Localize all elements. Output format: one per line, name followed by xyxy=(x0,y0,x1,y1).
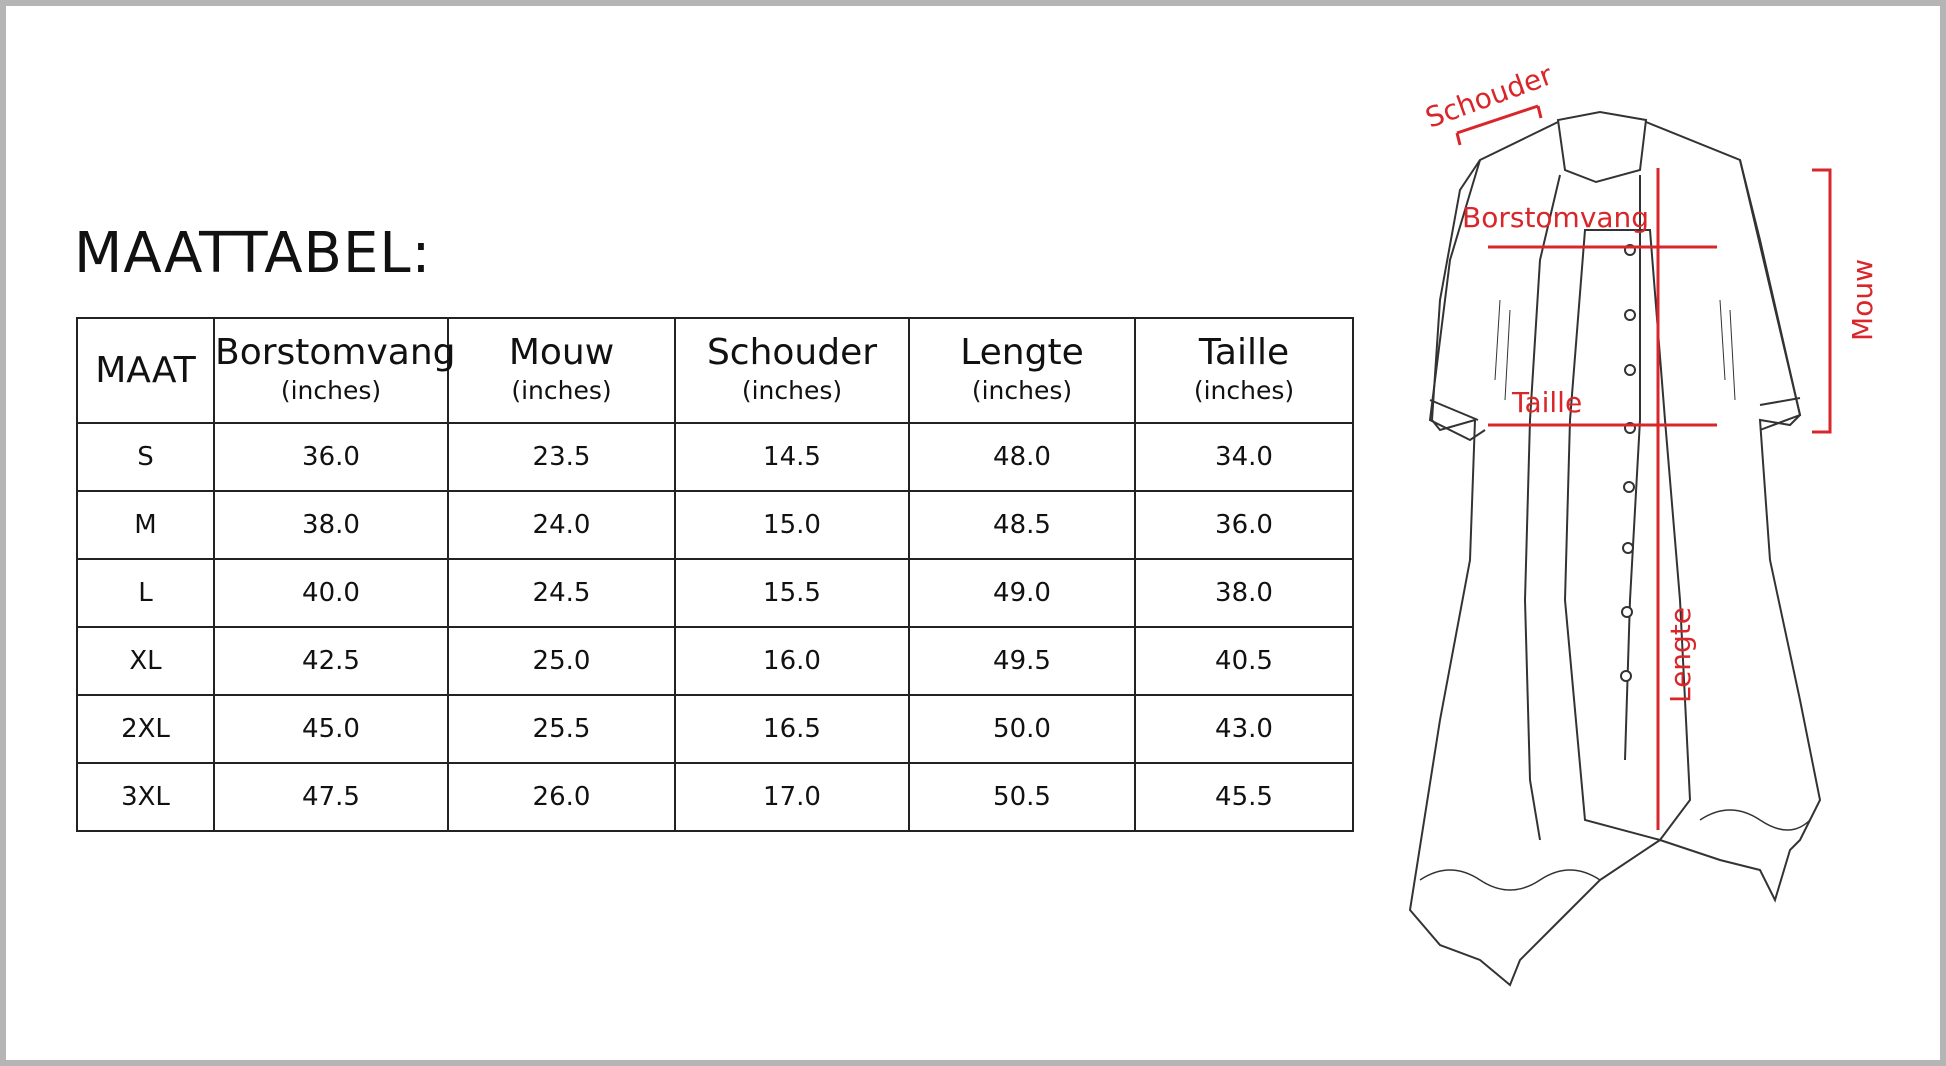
table-cell: 50.0 xyxy=(909,695,1135,763)
table-cell: 48.5 xyxy=(909,491,1135,559)
header-chest xyxy=(214,318,456,423)
table-cell: 26.0 xyxy=(448,763,675,831)
button-icon xyxy=(1623,543,1633,553)
header-sleeve xyxy=(448,318,675,423)
garment-drawing xyxy=(1410,112,1820,985)
size-cell: L xyxy=(77,559,214,627)
header-waist xyxy=(1135,318,1353,423)
size-cell: 2XL xyxy=(77,695,214,763)
size-cell: S xyxy=(77,423,214,491)
table-cell: 14.5 xyxy=(675,423,909,491)
collar xyxy=(1558,112,1646,182)
buttons xyxy=(1621,245,1635,681)
table-cell: 25.5 xyxy=(448,695,675,763)
header-label: Borstomvang xyxy=(215,332,456,374)
table-cell: 23.5 xyxy=(448,423,675,491)
shoulder-label: Schouder xyxy=(1421,58,1557,135)
table-header-row xyxy=(77,318,1353,423)
table-cell: 15.0 xyxy=(675,491,909,559)
size-cell: M xyxy=(77,491,214,559)
table-row xyxy=(77,559,1353,627)
header-unit: (inches) xyxy=(741,376,843,406)
table-cell: 43.0 xyxy=(1135,695,1353,763)
table-cell: 38.0 xyxy=(1135,559,1353,627)
page-title: MAATTABEL: xyxy=(74,221,432,286)
button-icon xyxy=(1624,482,1634,492)
table-cell: 49.0 xyxy=(909,559,1135,627)
header-unit: (inches) xyxy=(511,376,612,406)
header-unit: (inches) xyxy=(1193,376,1295,406)
table-row xyxy=(77,695,1353,763)
header-label: Schouder xyxy=(706,332,878,374)
garment-illustration xyxy=(1380,50,1930,1010)
table-cell: 45.5 xyxy=(1135,763,1353,831)
table-cell: 40.5 xyxy=(1135,627,1353,695)
table-cell: 16.0 xyxy=(675,627,909,695)
sleeve-label: Mouw xyxy=(1846,259,1879,341)
table-cell: 24.5 xyxy=(448,559,675,627)
length-label: Lengte xyxy=(1664,606,1697,704)
size-cell: XL xyxy=(77,627,214,695)
waist-label: Taille xyxy=(1512,386,1583,419)
header-label: Taille xyxy=(1198,332,1290,374)
table-cell: 49.5 xyxy=(909,627,1135,695)
table-cell: 42.5 xyxy=(214,627,448,695)
header-length xyxy=(909,318,1135,423)
button-icon xyxy=(1622,607,1632,617)
table-cell: 15.5 xyxy=(675,559,909,627)
table-row xyxy=(77,423,1353,491)
table-cell: 34.0 xyxy=(1135,423,1353,491)
table-cell: 45.0 xyxy=(214,695,448,763)
table-cell: 36.0 xyxy=(1135,491,1353,559)
button-icon xyxy=(1625,365,1635,375)
header-unit: (inches) xyxy=(280,376,382,406)
inner-dress xyxy=(1565,230,1690,840)
header-unit: (inches) xyxy=(971,376,1073,406)
table-cell: 50.5 xyxy=(909,763,1135,831)
size-cell: 3XL xyxy=(77,763,214,831)
button-icon xyxy=(1625,310,1635,320)
header-label: Lengte xyxy=(960,332,1084,374)
table-cell: 38.0 xyxy=(214,491,448,559)
table-row xyxy=(77,491,1353,559)
table-cell: 16.5 xyxy=(675,695,909,763)
sleeve-bracket xyxy=(1812,170,1830,432)
table-row xyxy=(77,627,1353,695)
table-cell: 40.0 xyxy=(214,559,448,627)
table-cell: 36.0 xyxy=(214,423,448,491)
header-size: MAAT xyxy=(77,318,214,423)
table-cell: 24.0 xyxy=(448,491,675,559)
size-table xyxy=(76,317,1354,832)
table-row xyxy=(77,763,1353,831)
table-cell: 48.0 xyxy=(909,423,1135,491)
coat-outline xyxy=(1410,122,1820,985)
button-icon xyxy=(1621,671,1631,681)
header-label: Mouw xyxy=(508,332,615,374)
table-cell: 47.5 xyxy=(214,763,448,831)
table-cell: 17.0 xyxy=(675,763,909,831)
header-shoulder xyxy=(675,318,909,423)
table-cell: 25.0 xyxy=(448,627,675,695)
chest-label: Borstomvang xyxy=(1462,201,1650,234)
